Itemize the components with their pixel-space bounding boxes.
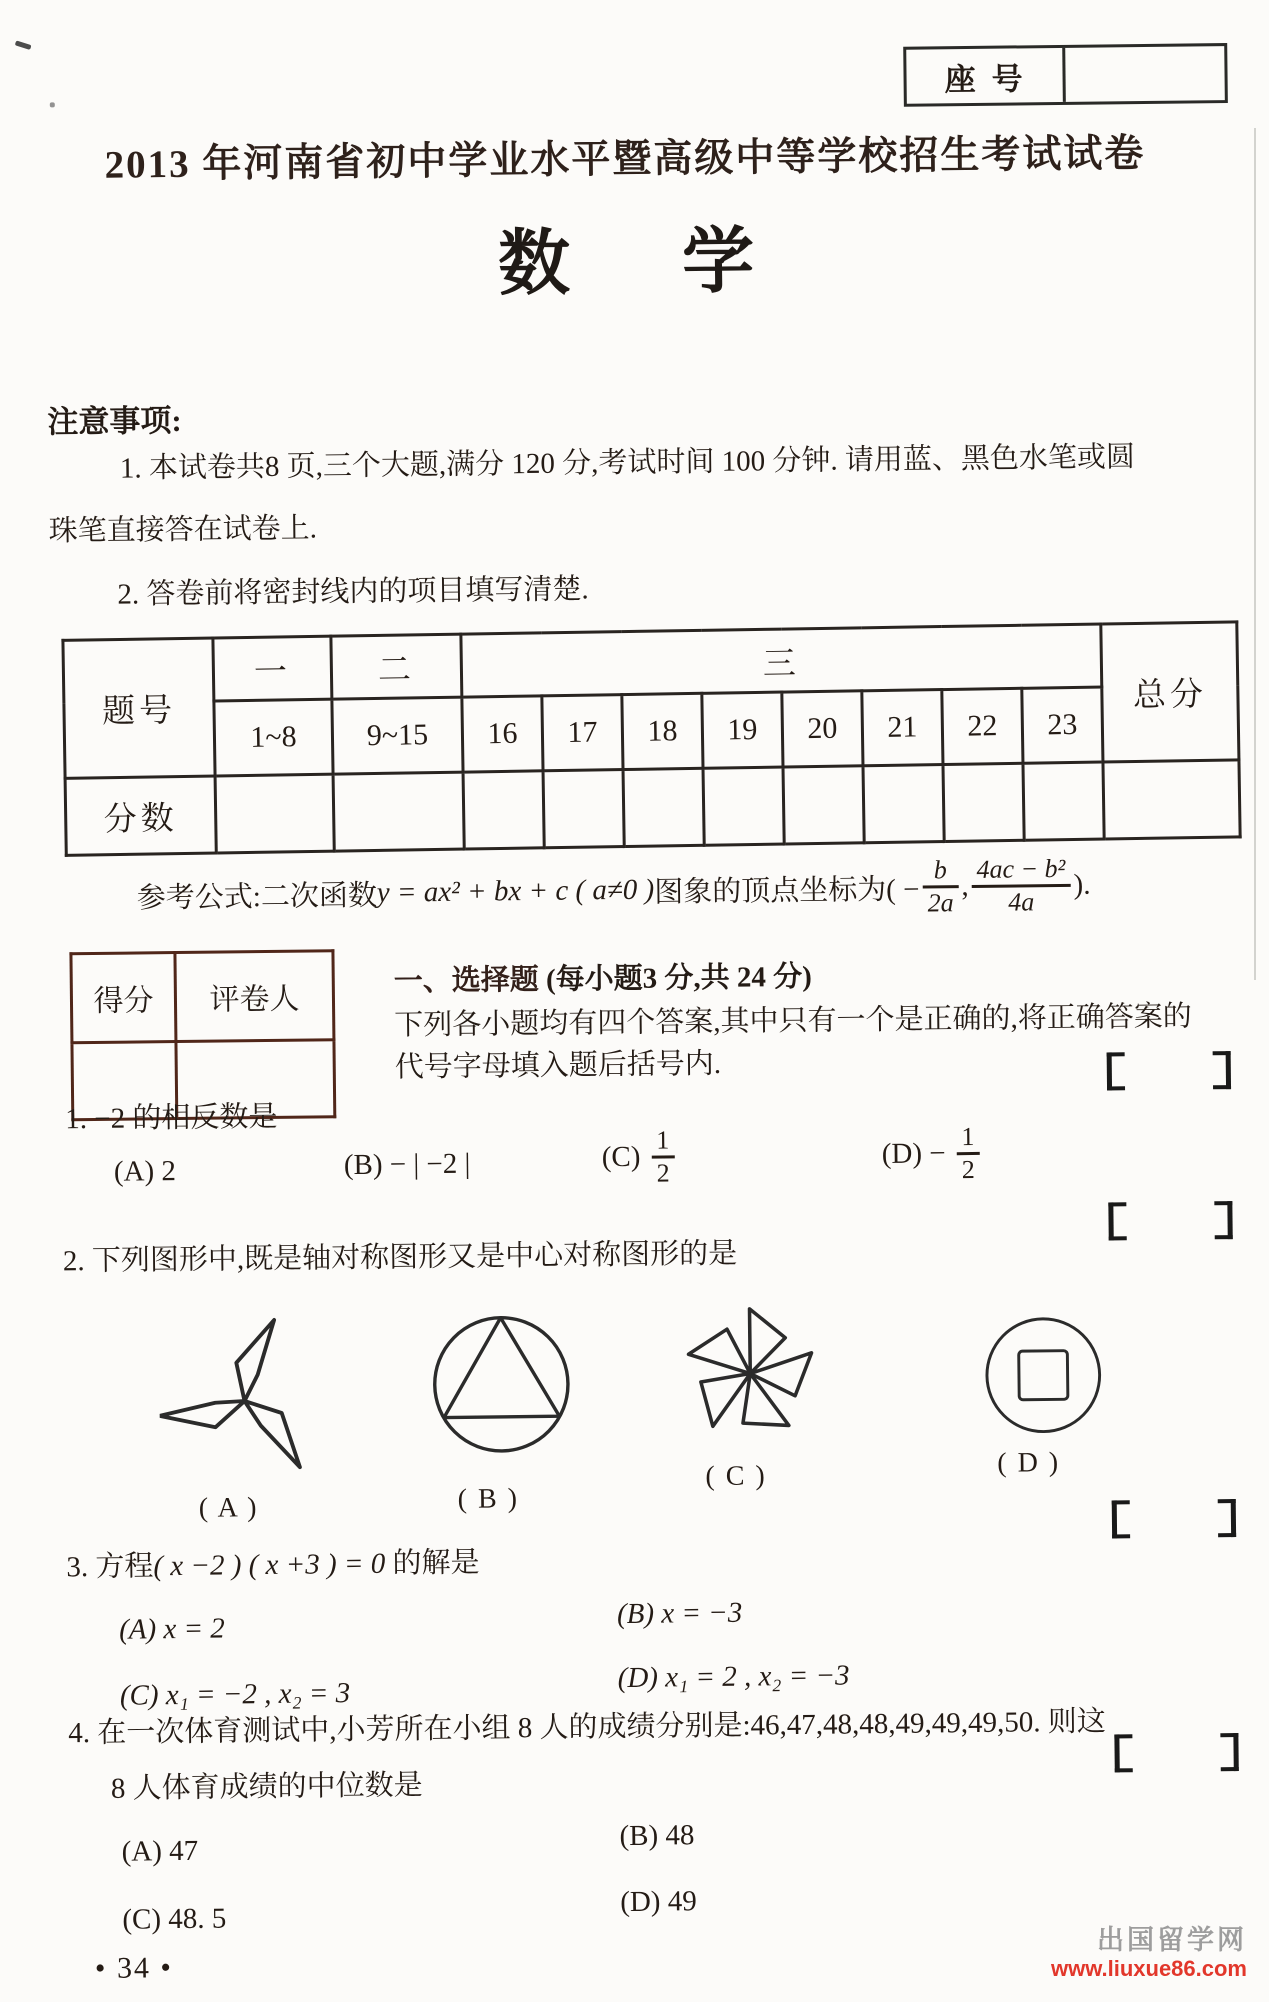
col-header: 17 bbox=[542, 695, 623, 771]
section-one-title: 一、选择题 bbox=[393, 963, 539, 998]
col-header: 1~8 bbox=[214, 699, 333, 776]
q1-option-b: (B) − | −2 | bbox=[343, 1147, 471, 1182]
page-number: • 34 • bbox=[94, 1951, 174, 1986]
score-blank-cell bbox=[863, 765, 944, 843]
bracket-open-icon bbox=[1107, 1052, 1125, 1090]
q4-option-a: (A) 47 bbox=[121, 1834, 199, 1868]
score-blank-cell bbox=[543, 770, 624, 848]
col-header: 18 bbox=[622, 693, 703, 769]
bracket-close-icon bbox=[1213, 1051, 1231, 1089]
section-one-points: (每小题3 分,共 24 分) bbox=[538, 960, 813, 996]
notice-heading: 注意事项: bbox=[47, 402, 182, 440]
col-header: 9~15 bbox=[332, 697, 463, 774]
q1-option-c bbox=[601, 1123, 677, 1190]
seat-number-box bbox=[903, 43, 1228, 107]
score-blank-cell bbox=[1103, 760, 1240, 839]
formula-separator: , bbox=[961, 869, 969, 902]
q4-option-d: (D) 49 bbox=[620, 1885, 697, 1919]
q1-stem: 1. −2 的相反数是 bbox=[65, 1100, 278, 1136]
col-header: 19 bbox=[702, 692, 783, 768]
q3-stem-equation: ( x −2 ) ( x +3 ) = 0 bbox=[153, 1547, 386, 1583]
answer-brackets-q3 bbox=[1112, 1499, 1236, 1536]
total-score-cell: 总分 bbox=[1101, 622, 1239, 762]
section-two-cell: 二 bbox=[331, 634, 462, 699]
score-label-cell: 得分 bbox=[71, 953, 176, 1043]
q1-option-a: (A) 2 bbox=[113, 1155, 177, 1188]
q1-option-d bbox=[881, 1120, 983, 1187]
col-header: 21 bbox=[862, 690, 943, 766]
score-blank-cell bbox=[215, 774, 334, 853]
q2-stem: 2. 下列图形中,既是轴对称图形又是中心对称图形的是 bbox=[62, 1237, 738, 1278]
figure-c-five-blade-pinwheel bbox=[671, 1296, 829, 1452]
figure-a-three-blade-pinwheel bbox=[159, 1309, 331, 1479]
q1-option-c-label: (C) bbox=[601, 1140, 641, 1173]
seat-number-blank-cell bbox=[1065, 46, 1225, 102]
table-corner-cell: 题号 bbox=[63, 638, 215, 778]
score-blank-cell bbox=[943, 763, 1024, 841]
q3-option-b: (B) x = −3 bbox=[616, 1596, 743, 1631]
score-blank-cell bbox=[623, 768, 704, 846]
section-one-cell: 一 bbox=[213, 636, 332, 701]
bracket-open-icon bbox=[1112, 1500, 1130, 1538]
score-blank-cell bbox=[783, 766, 864, 844]
q3-option-a: (A) x = 2 bbox=[118, 1612, 226, 1646]
col-header: 22 bbox=[942, 688, 1023, 764]
notice-item1-line1: 1. 本试卷共8 页,三个大题,满分 120 分,考试时间 100 分钟. 请用蓝、黑色水笔或圆 bbox=[119, 441, 1136, 485]
col-header: 20 bbox=[782, 691, 863, 767]
subject-title bbox=[0, 197, 1261, 315]
subject-char-math2: 学 bbox=[681, 221, 755, 303]
q1-option-d-fraction: $\frac{1}{2}$ bbox=[956, 1122, 980, 1183]
vertex-x-fraction: $\frac{b}{2a}$ bbox=[922, 856, 959, 918]
q4-stem-line1: 4. 在一次体育测试中,小芳所在小组 8 人的成绩分别是:46,47,48,48,49,49,49,50. 则这 bbox=[68, 1705, 1106, 1750]
section-one-desc-line1: 下列各小题均有四个答案,其中只有一个是正确的,将正确答案的 bbox=[394, 1000, 1192, 1042]
scan-speck bbox=[15, 40, 32, 50]
figure-d-label: ( D ) bbox=[997, 1447, 1061, 1479]
q1-option-d-label: (D) − bbox=[881, 1136, 946, 1170]
bracket-open-icon bbox=[1108, 1202, 1126, 1240]
q3-stem-lead: 3. 方程 bbox=[66, 1550, 154, 1584]
exam-title: 2013 年河南省初中学业水平暨高级中等学校招生考试试卷 bbox=[104, 131, 1146, 187]
col-header: 16 bbox=[462, 696, 543, 772]
figure-d-circle-with-square bbox=[979, 1311, 1108, 1440]
site-watermark bbox=[1051, 1924, 1247, 1983]
q4-option-b: (B) 48 bbox=[619, 1819, 695, 1853]
site-watermark-name: 出国留学网 bbox=[1097, 1925, 1247, 1955]
site-watermark-url: www.liuxue86.com bbox=[1050, 1956, 1247, 1982]
formula-lead: 参考公式:二次函数 bbox=[136, 879, 378, 914]
q3-option-c: (C) x₁ = −2 , x₂ = 3 bbox=[119, 1677, 351, 1712]
answer-brackets-q1 bbox=[1107, 1051, 1231, 1088]
score-blank-cell bbox=[1023, 762, 1104, 840]
section-one-desc-line2: 代号字母填入题后括号内. bbox=[394, 1047, 722, 1084]
answer-brackets-q4 bbox=[1114, 1733, 1238, 1770]
bracket-close-icon bbox=[1220, 1733, 1238, 1771]
seat-number-label: 座号 bbox=[906, 48, 1066, 104]
section-one-heading bbox=[394, 954, 813, 1000]
figure-c-label: ( C ) bbox=[705, 1460, 767, 1493]
notice-item2: 2. 答卷前将密封线内的项目填写清楚. bbox=[117, 573, 589, 611]
score-blank-cell bbox=[333, 772, 464, 851]
section-three-cell: 三 bbox=[461, 624, 1102, 697]
score-blank-cell bbox=[703, 767, 784, 845]
notice-item1-line2: 珠笔直接答在试卷上. bbox=[48, 512, 318, 548]
subject-char-math1: 数 bbox=[497, 223, 571, 305]
formula-expression: y = ax² + bx + c ( a≠0 ) bbox=[376, 873, 655, 909]
col-header: 23 bbox=[1022, 687, 1103, 763]
q1-option-c-fraction: $\frac{1}{2}$ bbox=[651, 1126, 675, 1187]
q3-stem bbox=[66, 1540, 480, 1586]
score-summary-table bbox=[61, 620, 1241, 856]
bracket-open-icon bbox=[1114, 1734, 1132, 1772]
q4-option-c: (C) 48. 5 bbox=[122, 1902, 227, 1936]
grader-label-cell: 评卷人 bbox=[175, 951, 334, 1042]
q3-option-d: (D) x₁ = 2 , x₂ = −3 bbox=[617, 1659, 850, 1695]
q4-stem-line2: 8 人体育成绩的中位数是 bbox=[110, 1769, 423, 1805]
formula-mid: 图象的顶点坐标为( − bbox=[654, 873, 920, 909]
figure-a-label: ( A ) bbox=[198, 1492, 259, 1524]
vertex-y-fraction: $\frac{\text{4ac − b²}}{4a}$ bbox=[971, 854, 1071, 916]
figure-b-circle-inscribed-triangle bbox=[426, 1307, 576, 1457]
q3-stem-tail: 的解是 bbox=[385, 1546, 480, 1580]
score-blank-cell bbox=[463, 771, 544, 849]
scan-edge-line bbox=[1254, 128, 1256, 980]
figure-b-label: ( B ) bbox=[457, 1483, 520, 1515]
answer-brackets-q2 bbox=[1108, 1201, 1232, 1238]
score-row-label: 分数 bbox=[65, 776, 216, 855]
scan-speck bbox=[50, 102, 55, 107]
formula-tail: ). bbox=[1073, 868, 1091, 901]
reference-formula bbox=[136, 845, 1091, 936]
bracket-close-icon bbox=[1218, 1499, 1236, 1537]
bracket-close-icon bbox=[1214, 1201, 1232, 1239]
